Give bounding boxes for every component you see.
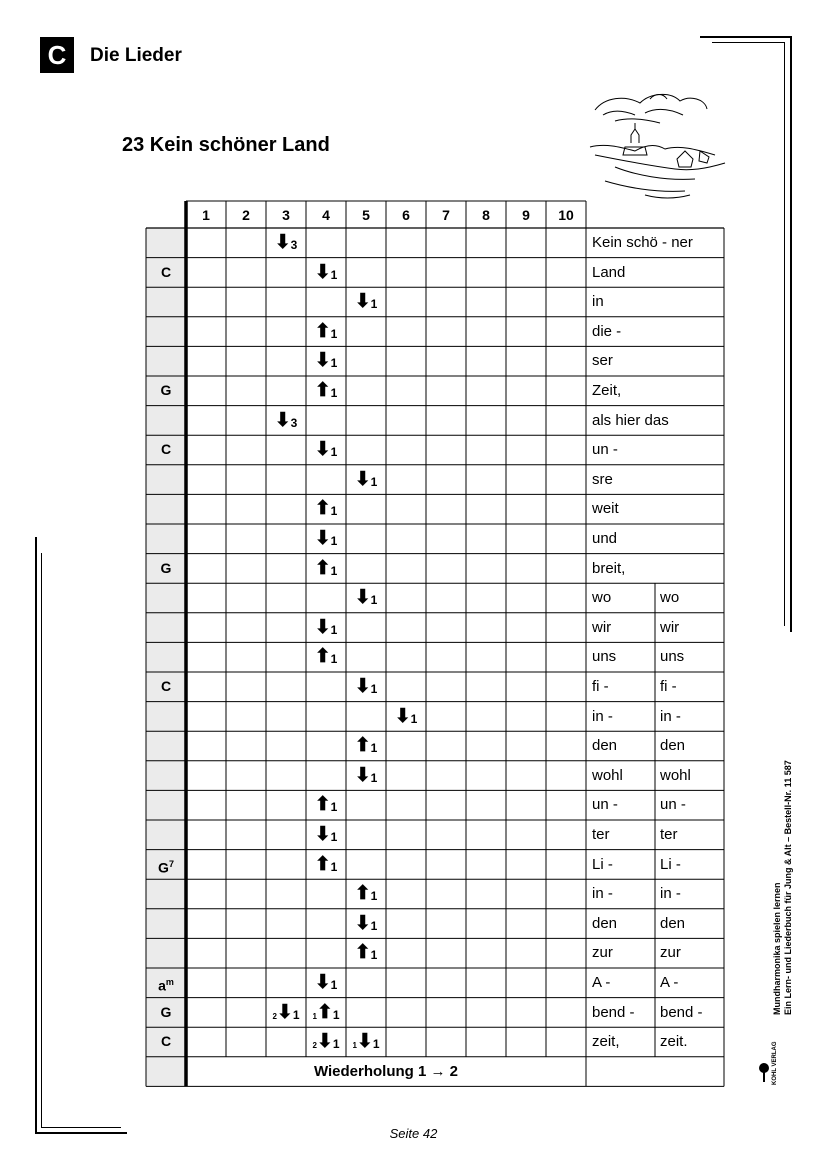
lyric-verse-1: in - <box>592 707 613 725</box>
blow-note <box>306 554 346 583</box>
draw-note <box>306 1027 346 1056</box>
chord-superscript: 7 <box>168 858 174 869</box>
arrow-down-icon: ⬇ <box>314 528 331 549</box>
note-order-number: 1 <box>312 1011 317 1021</box>
note-count: 3 <box>290 238 298 252</box>
arrow-down-icon: ⬇ <box>314 261 331 283</box>
lyric-verse-2: Li - <box>660 855 681 873</box>
chord-label <box>146 258 186 287</box>
lyric-verse-2: in - <box>660 885 681 903</box>
lyric-verse-1: uns <box>592 648 617 666</box>
arrow-down-icon: ⬇ <box>354 291 371 313</box>
note-count: 1 <box>330 859 338 874</box>
chord-label <box>146 1027 186 1056</box>
hole-number-header: 2 <box>242 207 250 223</box>
note-count: 1 <box>370 682 378 696</box>
lyric-verse-2: wo <box>660 589 680 607</box>
note-count: 1 <box>330 830 338 844</box>
note-count: 1 <box>330 534 338 548</box>
note-count: 1 <box>410 711 418 726</box>
chord-label <box>146 998 186 1027</box>
arrow-down-icon: ⬇ <box>314 972 331 993</box>
lyric-verse-1: die - <box>592 322 622 340</box>
note-count: 1 <box>330 386 338 400</box>
draw-note <box>346 761 386 790</box>
lyric-verse-1: A - <box>592 974 611 991</box>
hole-number-header: 3 <box>282 207 290 223</box>
chord-label <box>146 850 186 883</box>
arrow-down-icon: ⬇ <box>394 705 411 727</box>
draw-note <box>346 287 386 316</box>
chord-name: G <box>158 859 169 876</box>
hole-number-header: 5 <box>362 207 370 223</box>
note-count: 1 <box>370 948 378 963</box>
hole-number-header: 1 <box>202 207 210 223</box>
note-count: 1 <box>330 563 338 578</box>
note-count: 1 <box>330 800 338 815</box>
lyric-verse-1: in - <box>592 885 613 903</box>
lyric-verse-2: fi - <box>660 678 677 695</box>
draw-note <box>306 258 346 287</box>
draw-note <box>306 820 346 849</box>
draw-note <box>266 406 306 435</box>
note-count: 1 <box>370 593 378 608</box>
lyric-verse-1: breit, <box>592 559 626 577</box>
arrow-down-icon: ⬇ <box>274 409 291 431</box>
note-count: 1 <box>332 1007 340 1022</box>
hole-number-header: 10 <box>558 207 574 223</box>
note-count: 1 <box>330 652 338 667</box>
publisher-sidebar-text <box>772 760 794 1015</box>
arrow-down-icon: ⬇ <box>314 439 331 461</box>
hole-number-header: 8 <box>482 207 490 223</box>
lyric-verse-1: sre <box>592 470 613 488</box>
arrow-up-icon: ⬆ <box>354 883 371 905</box>
lyric-verse-2: zur <box>660 944 681 962</box>
lyric-verse-2: den <box>660 914 686 932</box>
blow-note <box>306 494 346 523</box>
arrow-down-icon: ⬇ <box>274 232 291 253</box>
lyric-verse-1: zur <box>592 944 613 962</box>
note-count: 1 <box>330 356 338 371</box>
arrow-down-icon: ⬇ <box>276 1001 293 1023</box>
publisher-logo-icon <box>758 1062 770 1084</box>
note-count: 3 <box>290 415 298 430</box>
note-count: 1 <box>370 474 378 489</box>
arrow-down-icon: ⬇ <box>354 468 371 490</box>
sidebar-line-1: Mundharmonika spielen lernen <box>772 882 782 1015</box>
note-count: 1 <box>330 326 338 341</box>
chord-name: G <box>160 1003 172 1020</box>
chord-label <box>146 376 186 405</box>
blow-note <box>346 731 386 760</box>
lyric-verse-1: wir <box>592 618 612 636</box>
note-count: 1 <box>330 445 338 460</box>
arrow-down-icon: ⬇ <box>314 350 331 372</box>
lyric-verse-1: un - <box>592 441 618 459</box>
lyric-verse-2: bend - <box>660 1003 703 1021</box>
section-title: Die Lieder <box>90 45 182 66</box>
arrow-down-icon: ⬇ <box>314 616 331 638</box>
lyric-verse-1: und <box>592 530 618 547</box>
chord-label <box>146 968 186 1001</box>
arrow-up-icon: ⬆ <box>314 498 331 520</box>
draw-note <box>346 1027 386 1056</box>
draw-note <box>266 228 306 257</box>
arrow-up-icon: ⬆ <box>314 853 331 875</box>
lyric-verse-1: Land <box>592 263 626 281</box>
arrow-down-icon: ⬇ <box>354 764 371 786</box>
lyric-verse-1: ser <box>592 352 613 370</box>
chord-name: G <box>160 382 172 398</box>
draw-note <box>266 998 306 1027</box>
arrow-up-icon: ⬆ <box>354 735 371 757</box>
draw-note <box>346 465 386 494</box>
lyric-verse-1: bend - <box>592 1003 635 1021</box>
note-count: 1 <box>372 1037 380 1052</box>
lyric-verse-1: Zeit, <box>592 382 622 399</box>
sidebar-line-2: Ein Lern- und Liederbuch für Jung & Alt – Bestell-Nr. 11 587 <box>783 760 793 1015</box>
lyric-verse-2: zeit. <box>660 1033 688 1051</box>
lyric-verse-2: ter <box>660 826 678 843</box>
lyric-verse-1: weit <box>592 500 619 518</box>
draw-note <box>346 672 386 701</box>
arrow-down-icon: ⬇ <box>314 824 331 845</box>
lyric-verse-2: un - <box>660 796 686 814</box>
note-count: 1 <box>292 1007 300 1022</box>
note-count: 1 <box>330 267 338 282</box>
lyric-verse-1: als hier das <box>592 411 669 429</box>
chord-column-bg <box>146 228 186 1086</box>
arrow-down-icon: ⬇ <box>354 912 371 934</box>
hole-number-header: 4 <box>322 207 330 223</box>
note-count: 1 <box>370 889 378 904</box>
song-title: 23 Kein schöner Land <box>122 134 330 156</box>
hole-number-header: 9 <box>522 207 530 223</box>
arrow-down-icon: ⬇ <box>354 676 371 697</box>
lyric-verse-1: Li - <box>592 855 613 873</box>
chord-superscript: m <box>165 977 174 987</box>
lyric-verse-1: Kein schö - ner <box>592 234 693 251</box>
draw-note <box>386 702 426 731</box>
blow-note <box>306 850 346 879</box>
chord-name: a <box>158 977 166 994</box>
chord-name: C <box>160 441 172 458</box>
note-count: 1 <box>330 504 338 519</box>
note-count: 1 <box>332 1037 340 1052</box>
chord-name: C <box>160 678 172 694</box>
note-count: 1 <box>370 770 378 785</box>
chord-label <box>146 554 186 583</box>
note-count: 1 <box>330 622 338 637</box>
lyric-verse-1: ter <box>592 826 610 843</box>
arrow-down-icon: ⬇ <box>316 1031 333 1053</box>
lyric-verse-2: den <box>660 737 686 755</box>
hole-number-header: 7 <box>442 207 450 223</box>
blow-note <box>306 376 346 405</box>
chord-label <box>146 435 186 464</box>
lyric-verse-1: un - <box>592 796 618 814</box>
chord-name: G <box>160 559 172 576</box>
section-letter-badge: C <box>40 37 74 73</box>
arrow-up-icon: ⬆ <box>314 320 331 342</box>
blow-note <box>306 317 346 346</box>
lyric-verse-2: wohl <box>660 766 691 784</box>
note-count: 1 <box>370 741 378 756</box>
lyric-verse-2: wir <box>660 618 680 636</box>
arrow-up-icon: ⬆ <box>314 646 331 668</box>
arrow-up-icon: ⬆ <box>314 557 331 579</box>
blow-note <box>306 790 346 819</box>
lyric-verse-2: in - <box>660 707 681 725</box>
lyric-verse-1: wo <box>592 589 612 607</box>
chord-name: C <box>160 263 172 280</box>
draw-note <box>346 583 386 612</box>
lyric-verse-2: uns <box>660 648 685 666</box>
lyric-verse-1: in <box>592 293 604 311</box>
lyric-verse-2: A - <box>660 974 679 991</box>
lyric-verse-1: fi - <box>592 678 609 695</box>
publisher-logo-text: KOHL VERLAG <box>772 1041 778 1085</box>
note-count: 1 <box>370 918 378 933</box>
blow-note <box>306 998 346 1027</box>
draw-note <box>306 524 346 553</box>
arrow-up-icon: ⬆ <box>316 1001 333 1023</box>
draw-note <box>346 909 386 938</box>
arrow-up-icon: ⬆ <box>314 380 331 401</box>
arrow-up-icon: ⬆ <box>354 942 371 964</box>
arrow-down-icon: ⬇ <box>354 587 371 609</box>
note-count: 1 <box>370 297 378 312</box>
draw-note <box>306 613 346 642</box>
lyric-verse-1: zeit, <box>592 1033 620 1051</box>
lyric-verse-1: den <box>592 737 618 755</box>
arrow-up-icon: ⬆ <box>314 794 331 816</box>
draw-note <box>306 968 346 997</box>
arrow-down-icon: ⬇ <box>356 1031 373 1053</box>
blow-note <box>346 879 386 908</box>
lyric-verse-1: wohl <box>592 766 623 784</box>
note-count: 1 <box>330 978 338 992</box>
hole-number-header: 6 <box>402 207 410 223</box>
chord-label <box>146 672 186 701</box>
blow-note <box>346 938 386 967</box>
chord-name: C <box>160 1033 172 1050</box>
lyric-verse-1: den <box>592 914 618 932</box>
blow-note <box>306 642 346 671</box>
draw-note <box>306 435 346 464</box>
draw-note <box>306 346 346 375</box>
note-order-number: 2 <box>312 1041 317 1051</box>
note-order-number: 1 <box>352 1041 357 1051</box>
note-order-number: 2 <box>272 1011 277 1021</box>
repeat-instruction: Wiederholung 1 → 2 <box>313 1062 459 1080</box>
page-number: Seite 42 <box>389 1126 438 1141</box>
